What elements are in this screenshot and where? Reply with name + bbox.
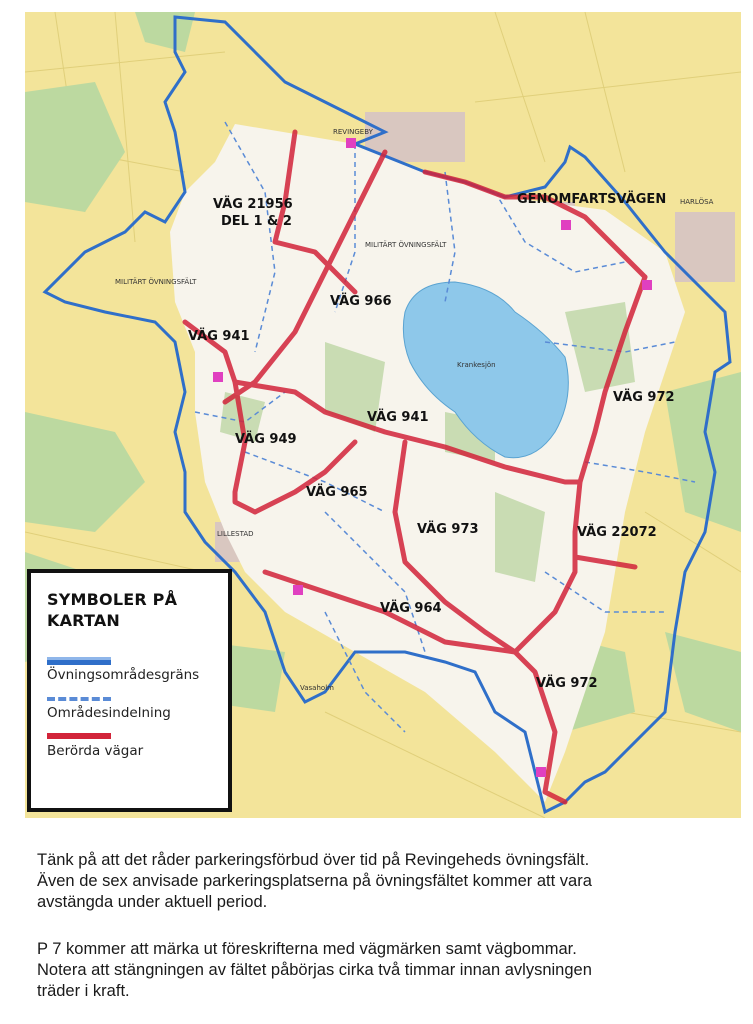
legend-label-boundary: Övningsområdesgräns: [47, 667, 200, 683]
road-label-vag972-north: VÄG 972: [613, 390, 675, 405]
road-label-vag21956-line2: DEL 1 & 2: [221, 214, 292, 229]
road-label-vag941-west: VÄG 941: [188, 329, 250, 344]
paragraph-line: avstängda under aktuell period.: [37, 893, 268, 911]
parking-marker-1: [561, 220, 571, 230]
road-label-vag965: VÄG 965: [306, 485, 368, 500]
place-label-militart: MILITÄRT ÖVNINGSFÄLT: [365, 241, 447, 249]
road-label-vag22072: VÄG 22072: [577, 525, 657, 540]
boundary-line-swatch: [47, 657, 111, 665]
parking-notice-paragraph: [37, 850, 727, 913]
place-label-vasaholm: Vasaholm: [300, 684, 334, 692]
road-line-swatch: [47, 733, 111, 739]
road-label-vag966: VÄG 966: [330, 294, 392, 309]
paragraph-line: P 7 kommer att märka ut föreskrifterna med vägmärken samt vägbommar.: [37, 940, 577, 958]
place-label-lake: Krankesjön: [457, 361, 496, 369]
subdivision-line-swatch: [47, 697, 111, 701]
paragraph-line: träder i kraft.: [37, 982, 130, 1000]
road-label-vag21956-line1: VÄG 21956: [213, 197, 293, 212]
place-label-lillestad: LILLESTAD: [217, 530, 254, 538]
parking-marker-4: [293, 585, 303, 595]
road-label-vag941-center: VÄG 941: [367, 410, 429, 425]
road-label-vag964: VÄG 964: [380, 601, 442, 616]
place-label-militart-west: MILITÄRT ÖVNINGSFÄLT: [115, 278, 197, 286]
paragraph-line: Tänk på att det råder parkeringsförbud över tid på Revingeheds övningsfält.: [37, 851, 590, 869]
legend-title: SYMBOLER PÅ KARTAN: [47, 590, 178, 630]
road-label-genomfartsvagen: GENOMFARTSVÄGEN: [517, 192, 667, 207]
place-label-revinge: REVINGEBY: [333, 128, 373, 136]
closure-notice-paragraph: [37, 939, 727, 1002]
legend-item-boundary: [47, 657, 212, 695]
road-label-vag949: VÄG 949: [235, 432, 297, 447]
legend-item-roads: [47, 733, 212, 771]
parking-marker-5: [213, 372, 223, 382]
paragraph-line: Notera att stängningen av fältet påbörjas cirka två timmar innan avlysningen: [37, 961, 592, 979]
parking-marker-2: [642, 280, 652, 290]
map-legend: [27, 569, 232, 812]
parking-marker-3: [536, 767, 546, 777]
legend-item-subdivision: [47, 695, 212, 733]
legend-label-subdivision: Områdesindelning: [47, 705, 171, 721]
parking-marker-6: [346, 138, 356, 148]
road-label-vag972-south: VÄG 972: [536, 676, 598, 691]
paragraph-line: Även de sex anvisade parkeringsplatserna på övningsfältet kommer att vara: [37, 872, 592, 890]
road-label-vag973: VÄG 973: [417, 522, 479, 537]
legend-label-roads: Berörda vägar: [47, 743, 144, 759]
place-label-harlosa: HARLÖSA: [680, 198, 714, 206]
